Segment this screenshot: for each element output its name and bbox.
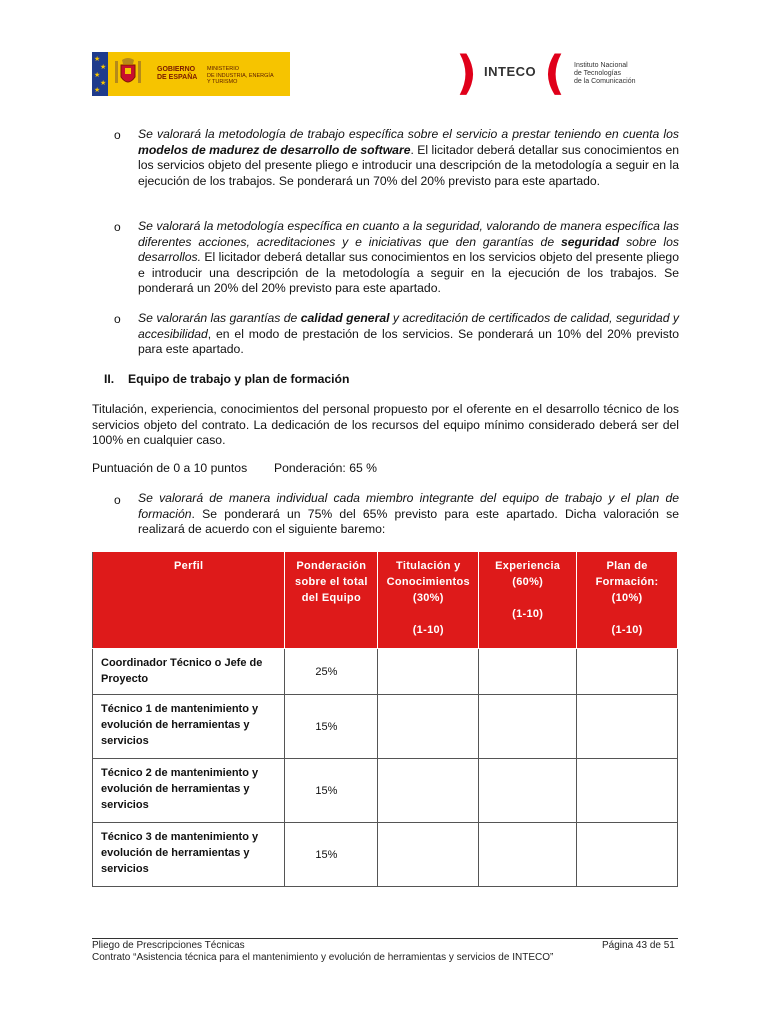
inteco-logo	[452, 46, 652, 100]
text-run: calidad general	[300, 311, 390, 325]
header-ponderacion	[285, 552, 378, 649]
titulacion-cell[interactable]	[378, 823, 479, 887]
ponderacion-cell: 25%	[285, 649, 378, 695]
header-plan-formacion	[577, 552, 678, 649]
header-line	[581, 606, 673, 622]
experiencia-cell[interactable]	[479, 823, 577, 887]
formacion-cell[interactable]	[577, 695, 678, 759]
bullet-marker: o	[114, 493, 121, 507]
text-run: , en el modo de prestación de los servicios. Se ponderará un 10% del 20% previsto para este apartado.	[138, 326, 679, 357]
header-perfil	[93, 552, 285, 649]
titulacion-cell[interactable]	[378, 759, 479, 823]
header-line: Experiencia	[495, 560, 561, 572]
footer-contract: Contrato “Asistencia técnica para el mantenimiento y evolución de herramientas y servicios de INTECO”	[92, 952, 554, 963]
section-number: II.	[104, 372, 115, 386]
header-line: (10%)	[611, 592, 643, 604]
header-titulacion	[378, 552, 479, 649]
text-run: . Se ponderará un 75% del 65% previsto para este apartado. Dicha valoración se realizará de acuerdo con el siguiente baremo:	[138, 506, 679, 537]
table-row	[93, 695, 678, 759]
inteco-description: Instituto Nacional de Tecnologías de la Comunicación	[574, 62, 636, 85]
text-run: El licitador deberá detallar sus conocimientos en los servicios objeto del presente pliego e introducir una descripción de la metodología a seguir en la ejecución de los trabajos. Se ponderará un 20% del 20% previsto para este apartado.	[138, 250, 679, 296]
ponderacion-cell: 15%	[285, 759, 378, 823]
formacion-cell[interactable]	[577, 759, 678, 823]
formacion-cell[interactable]	[577, 823, 678, 887]
header-line	[483, 590, 572, 606]
header-line: Ponderación	[296, 560, 367, 572]
header-line: Formación:	[595, 576, 659, 588]
table-row	[93, 823, 678, 887]
eu-flag-icon: ★ ★ ★ ★ ★	[92, 52, 108, 96]
header-line: (1-10)	[611, 624, 643, 636]
ministerio-text: MINISTERIO DE INDUSTRIA, ENERGÍA Y TURISMO	[207, 66, 274, 85]
text-run: . El licitador deberá detallar sus conocimientos en los servicios objeto del presente pliego e introducir una descripción de la metodología a seguir en la ejecución de los trabajos. Se ponderará un 70% del 20% previsto para este apartado.	[138, 142, 679, 188]
header-line: (1-10)	[512, 608, 544, 620]
baremo-table	[92, 551, 678, 887]
header-line: (30%)	[412, 592, 444, 604]
section-intro: Titulación, experiencia, conocimientos del personal propuesto por el oferente en el desarrollo técnico de los servicios objeto del contrato. La dedicación de los recursos del equipo mínimo considerado deberá ser del 100% en cualquier caso.	[92, 402, 679, 448]
text-run: y acreditación de certificados de calidad, seguridad y accesibilidad	[138, 311, 679, 341]
text-run: sobre los desarrollos.	[138, 234, 680, 265]
text-run: seguridad	[560, 234, 620, 249]
titulacion-cell[interactable]	[378, 649, 479, 695]
footer-doc-title: Pliego de Prescripciones Técnicas	[92, 940, 245, 951]
header-line: Perfil	[174, 560, 204, 572]
bullet-text	[138, 491, 679, 538]
footer-page-number: Página 43 de 51	[602, 940, 675, 951]
table-row	[93, 759, 678, 823]
header-line	[382, 606, 474, 622]
gobierno-text: GOBIERNO DE ESPAÑA	[157, 66, 198, 81]
header-line: Plan de	[606, 560, 648, 572]
bullet-text	[138, 311, 679, 358]
experiencia-cell[interactable]	[479, 759, 577, 823]
header-line: del Equipo	[301, 592, 361, 604]
perfil-cell: Técnico 1 de mantenimiento y evolución de herramientas y servicios	[93, 695, 285, 759]
header-line: Conocimientos	[386, 576, 470, 588]
perfil-cell: Coordinador Técnico o Jefe de Proyecto	[93, 649, 285, 695]
section-title: Equipo de trabajo y plan de formación	[128, 372, 350, 386]
bullet-marker: o	[114, 312, 121, 326]
perfil-cell: Técnico 3 de mantenimiento y evolución de herramientas y servicios	[93, 823, 285, 887]
right-paren-icon: (	[544, 46, 566, 100]
experiencia-cell[interactable]	[479, 649, 577, 695]
gobierno-logo	[92, 52, 290, 96]
table-row	[93, 649, 678, 695]
bullet-marker: o	[114, 220, 121, 234]
text-run: modelos de madurez de desarrollo de software	[138, 142, 411, 157]
ponderacion-cell: 15%	[285, 823, 378, 887]
titulacion-cell[interactable]	[378, 695, 479, 759]
bullet-marker: o	[114, 128, 121, 142]
puntuacion-text: Puntuación de 0 a 10 puntos	[92, 461, 248, 475]
ponderacion-cell: 15%	[285, 695, 378, 759]
header-line: (1-10)	[412, 624, 444, 636]
left-paren-icon: )	[456, 46, 478, 100]
footer-divider	[92, 938, 678, 939]
formacion-cell[interactable]	[577, 649, 678, 695]
table-header-row	[93, 552, 678, 649]
bullet-text	[138, 219, 679, 297]
header-experiencia	[479, 552, 577, 649]
header-line: (60%)	[512, 576, 544, 588]
inteco-name: INTECO	[484, 64, 537, 79]
experiencia-cell[interactable]	[479, 695, 577, 759]
header-line: sobre el total	[295, 576, 368, 588]
coat-of-arms-icon	[112, 57, 144, 91]
header-line: Titulación y	[396, 560, 461, 572]
text-run: Se valorará la metodología de trabajo específica sobre el servicio a prestar teniendo en cuenta los	[138, 127, 679, 141]
text-run: Se valorarán las garantías de	[138, 311, 301, 325]
text-run: Se valorará de manera individual cada miembro integrante del equipo de trabajo y el plan de formación	[138, 491, 679, 521]
bullet-text	[138, 127, 679, 189]
ponderacion-text: Ponderación: 65 %	[274, 461, 377, 475]
text-run: Se valorará la metodología específica en cuanto a la seguridad, valorando de manera específica las diferentes acciones, acreditaciones y e iniciativas que den garantías de	[138, 219, 679, 249]
perfil-cell: Técnico 2 de mantenimiento y evolución de herramientas y servicios	[93, 759, 285, 823]
